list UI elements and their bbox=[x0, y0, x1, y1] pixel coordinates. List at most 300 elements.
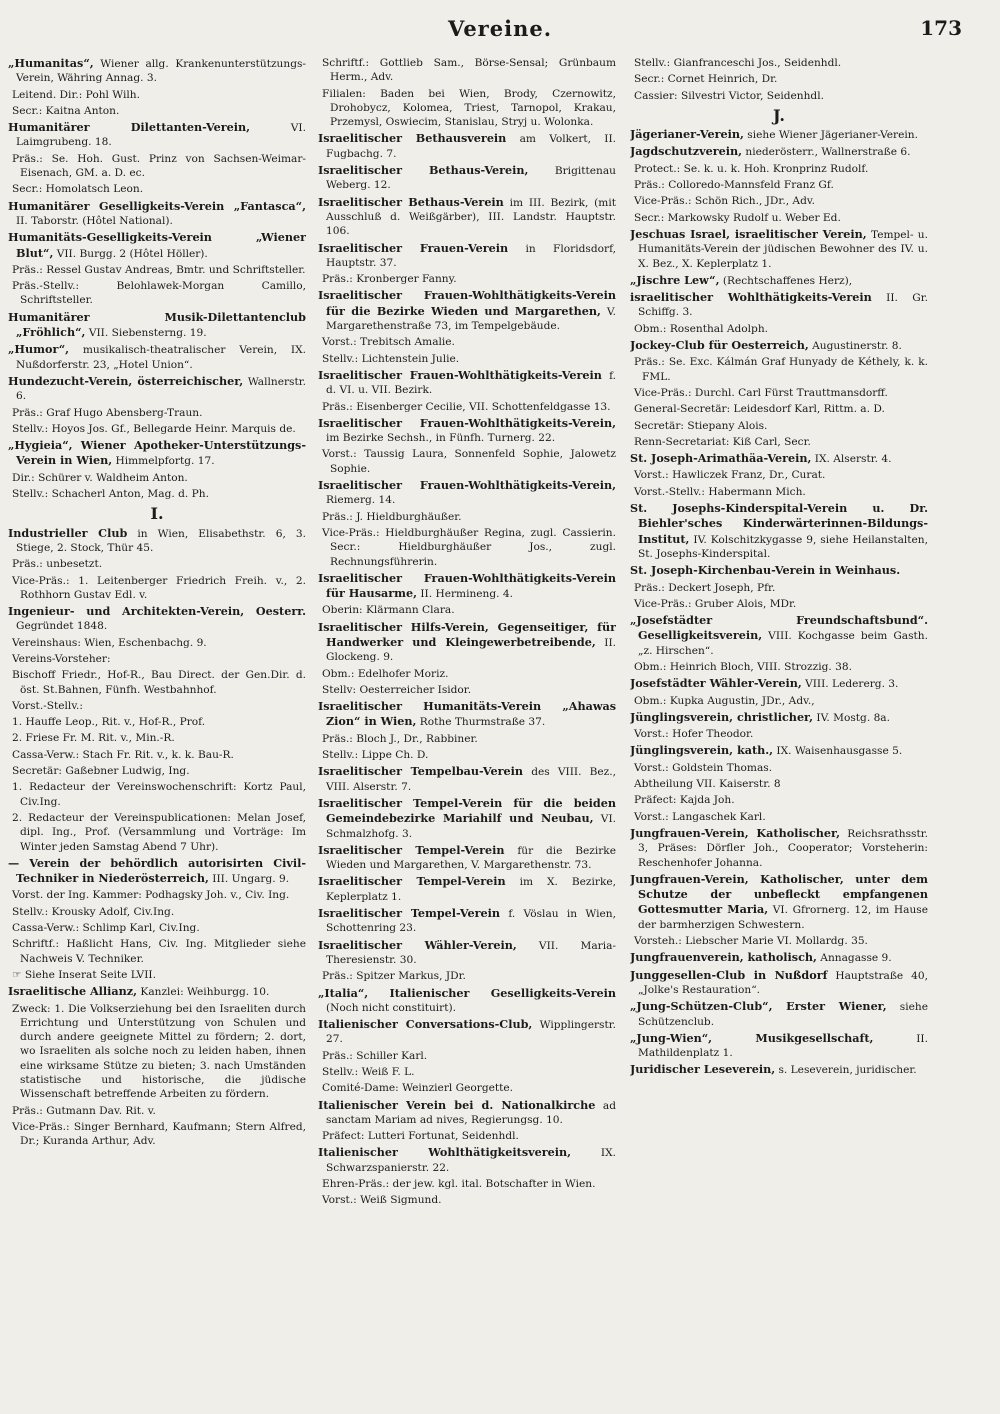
directory-entry bbox=[630, 144, 928, 159]
entry-text: Stellv.: Lichtenstein Julie. bbox=[322, 352, 460, 365]
entry-text: 2. Redacteur der Vereinspublicationen: Melan Josef, dipl. Ing., Prof. (Versammlung und Vorträge: Im Winter jeden Samstag Abend 7 Uhr). bbox=[12, 811, 306, 853]
directory-entry bbox=[630, 273, 928, 288]
entry-detail bbox=[318, 748, 616, 762]
entry-name: Jungfrauen-Verein, Katholischer, bbox=[630, 825, 841, 840]
entry-detail bbox=[8, 748, 306, 762]
entry-detail bbox=[8, 471, 306, 485]
section-letter: J. bbox=[773, 105, 785, 125]
entry-name: Industrieller Club bbox=[8, 525, 128, 540]
entry-detail bbox=[8, 574, 306, 603]
entry-detail bbox=[318, 603, 616, 617]
entry-name: Humanitärer Geselligkeits-Verein „Fantasca“, bbox=[8, 198, 306, 213]
directory-entry bbox=[8, 120, 306, 150]
entry-detail bbox=[318, 272, 616, 286]
entry-detail bbox=[630, 56, 928, 70]
entry-text: Secr.: Cornet Heinrich, Dr. bbox=[634, 73, 778, 86]
entry-text: Vorst.: Trebitsch Amalie. bbox=[322, 336, 455, 349]
entry-detail bbox=[318, 667, 616, 681]
entry-text: Vorst.: Hofer Theodor. bbox=[634, 728, 754, 741]
entry-detail bbox=[630, 322, 928, 336]
entry-name: Juridischer Leseverein, bbox=[630, 1062, 776, 1077]
entry-detail bbox=[8, 921, 306, 935]
directory-entry bbox=[318, 1098, 616, 1128]
entry-text: Secr.: Kaitna Anton. bbox=[12, 104, 120, 117]
entry-text: II. Mathildenplatz 1. bbox=[638, 1032, 928, 1060]
directory-entry bbox=[8, 604, 306, 634]
directory-entry bbox=[8, 374, 306, 404]
entry-text: VII. Maria-Theresienstr. 30. bbox=[326, 939, 616, 966]
entry-text: Stellv.: Schacherl Anton, Mag. d. Ph. bbox=[12, 488, 209, 501]
entry-text: am Volkert, II. Fugbachg. 7. bbox=[326, 133, 616, 160]
entry-text: Vorst.-Stellv.: Habermann Mich. bbox=[634, 485, 806, 498]
directory-entry bbox=[630, 826, 928, 870]
entry-name: Jeschuas Israel, israelitischer Verein, bbox=[630, 226, 867, 241]
directory-entry bbox=[630, 1062, 928, 1077]
entry-detail bbox=[318, 1065, 616, 1079]
entry-detail bbox=[8, 1002, 306, 1102]
entry-detail bbox=[318, 400, 616, 414]
entry-detail bbox=[630, 597, 928, 611]
entry-name: Israelitischer Wähler-Verein, bbox=[318, 937, 517, 952]
entry-text: II. Gr. Schiffg. 3. bbox=[638, 292, 928, 319]
entry-detail bbox=[318, 732, 616, 746]
entry-text: VII. Siebensterng. 19. bbox=[85, 327, 207, 340]
directory-entry bbox=[318, 416, 616, 446]
entry-detail bbox=[630, 793, 928, 807]
entry-text: Schriftf.: Haßlicht Hans, Civ. Ing. Mitglieder siehe Nachweis V. Techniker. bbox=[12, 938, 306, 965]
directory-entry bbox=[630, 227, 928, 271]
directory-entry bbox=[318, 843, 616, 873]
entry-text: Präs.: Colloredo-Mannsfeld Franz Gf. bbox=[634, 179, 834, 192]
entry-detail bbox=[630, 485, 928, 499]
entry-text: IX. Alserstr. 4. bbox=[811, 453, 892, 466]
entry-name: „Hygieia“, Wiener Apotheker-Unterstützungs-Verein in Wien, bbox=[8, 438, 306, 468]
entry-name: Israelitischer Frauen-Wohlthätigkeits-Verein für die Bezirke Wieden und Margarethen, bbox=[318, 288, 616, 318]
entry-name: Jünglingsverein, christlicher, bbox=[630, 709, 814, 724]
entry-name: Israelitischer Bethausverein bbox=[318, 131, 507, 146]
entry-text: im III. Bezirk, (mit Ausschluß d. Weißgärber), III. Landstr. Hauptstr. 106. bbox=[326, 196, 616, 238]
entry-text: Wiener allg. Krankenunterstützungs-Verein, Währing Annag. 3. bbox=[16, 58, 306, 85]
entry-detail bbox=[8, 905, 306, 919]
entry-name: Israelitischer Tempel-Verein für die beiden Gemeindebezirke Mariahilf und Neubau, bbox=[318, 795, 616, 826]
entry-text: Präs.: Kronberger Fanny. bbox=[322, 273, 457, 286]
entry-text: Präs.: Bloch J., Dr., Rabbiner. bbox=[322, 732, 478, 745]
entry-text: Obm.: Rosenthal Adolph. bbox=[634, 322, 769, 335]
entry-text: Vice-Präs.: Schön Rich., JDr., Adv. bbox=[634, 195, 815, 208]
directory-entry bbox=[630, 501, 928, 561]
entry-detail bbox=[630, 386, 928, 400]
entry-text: V. Margarethenstraße 73, im Tempelgebäude. bbox=[326, 305, 616, 333]
entry-text: Vorsteh.: Liebscher Marie VI. Mollardg. 35. bbox=[634, 935, 868, 948]
entry-text: II. Hermineng. 4. bbox=[416, 588, 514, 601]
entry-text: Secr.: Homolatsch Leon. bbox=[12, 183, 144, 196]
entry-text: 1. Hauffe Leop., Rit. v., Hof-R., Prof. bbox=[12, 716, 206, 729]
directory-entry bbox=[318, 288, 616, 333]
entry-text: Vice-Präs.: Durchl. Carl Fürst Trauttmansdorff. bbox=[634, 386, 888, 399]
entry-text: s. Leseverein, juridischer. bbox=[775, 1064, 917, 1077]
entry-detail bbox=[8, 636, 306, 650]
directory-entry bbox=[630, 1031, 928, 1061]
entry-text: Präs.: Se. Exc. Kálmán Graf Hunyady de Kéthely, k. k. FML. bbox=[634, 356, 928, 383]
entry-text: ☞ Siehe Inserat Seite LVII. bbox=[12, 968, 156, 981]
entry-name: Italienischer Conversations-Club, bbox=[318, 1017, 533, 1032]
entry-detail bbox=[630, 72, 928, 86]
entry-text: Stellv.: Weiß F. L. bbox=[322, 1066, 415, 1078]
entry-detail bbox=[8, 1104, 306, 1118]
entry-name: „Jung-Wien“, Musikgesellschaft, bbox=[630, 1030, 874, 1045]
entry-text: Vorst.: Taussig Laura, Sonnenfeld Sophie, Jalowetz Sophie. bbox=[322, 448, 616, 475]
entry-text: Ehren-Präs.: der jew. kgl. ital. Botschafter in Wien. bbox=[322, 1178, 596, 1191]
entry-text: Reichsrathsstr. 3, Präses: Dörfler Joh., Cooperator; Vorsteherin: Reschenhofer Johanna. bbox=[638, 827, 928, 869]
entry-detail bbox=[318, 526, 616, 569]
entry-text: Protect.: Se. k. u. k. Hoh. Kronprinz Rudolf. bbox=[634, 162, 869, 175]
entry-detail bbox=[630, 402, 928, 416]
entry-text: VIII. Ledererg. 3. bbox=[801, 678, 899, 691]
entry-detail bbox=[318, 352, 616, 366]
entry-detail bbox=[630, 694, 928, 708]
directory-entry bbox=[8, 984, 306, 999]
entry-text: Hauptstraße 40, „Jolke's Restauration“. bbox=[638, 969, 928, 996]
directory-entry bbox=[630, 563, 928, 578]
entry-name: — Verein der behördlich autorisirten Civil-Techniker in Niederösterreich, bbox=[8, 855, 306, 886]
entry-name: Josefstädter Wähler-Verein, bbox=[630, 676, 802, 691]
entry-name: Jungfrauen-Verein, Katholischer, unter dem Schutze der unbefleckt empfangenen Gottesmutter Maria, bbox=[630, 871, 928, 917]
entry-name: Israelitischer Bethaus-Verein bbox=[318, 194, 504, 209]
directory-entry bbox=[318, 699, 616, 730]
entry-name: Humanitärer Dilettanten-Verein, bbox=[8, 120, 251, 135]
directory-entry bbox=[8, 230, 306, 261]
entry-text: Secretär: Gaßebner Ludwig, Ing. bbox=[12, 765, 190, 778]
entry-detail bbox=[630, 777, 928, 791]
directory-entry bbox=[630, 710, 928, 725]
entry-detail bbox=[8, 764, 306, 778]
entry-name: Jockey-Club für Oesterreich, bbox=[630, 338, 809, 353]
entry-name: „Italia“, Italienischer Geselligkeits-Verein bbox=[318, 985, 616, 1000]
entry-text: (Rechtschaffenes Herz), bbox=[719, 274, 853, 287]
entry-text: Leitend. Dir.: Pohl Wilh. bbox=[12, 88, 140, 101]
directory-entry bbox=[630, 127, 928, 142]
entry-text: musikalisch-theatralischer Verein, IX. Nußdorferstr. 23, „Hotel Union“. bbox=[16, 344, 306, 371]
entry-text: Präfect: Lutteri Fortunat, Seidenhdl. bbox=[322, 1130, 519, 1143]
entry-name: Israelitischer Frauen-Wohlthätigkeits-Verein, bbox=[318, 478, 616, 493]
directory-entry bbox=[630, 968, 928, 998]
entry-text: Stellv.: Hoyos Jos. Gf., Bellegarde Heinr. Marquis de. bbox=[12, 422, 296, 435]
entry-text: Himmelpfortg. 17. bbox=[112, 455, 215, 468]
entry-name: St. Joseph-Arimathäa-Verein, bbox=[630, 451, 812, 466]
directory-entry bbox=[630, 613, 928, 658]
entry-name: Italienischer Wohlthätigkeitsverein, bbox=[318, 1145, 572, 1160]
entry-detail bbox=[8, 715, 306, 729]
entry-text: Comité-Dame: Weinzierl Georgette. bbox=[322, 1082, 514, 1095]
entry-text: Bischoff Friedr., Hof-R., Bau Direct. der Gen.Dir. d. öst. St.Bahnen, Fünfh. Westbahnhof. bbox=[12, 669, 306, 696]
entry-text: Präs.-Stellv.: Belohlawek-Morgan Camillo, Schriftsteller. bbox=[12, 280, 306, 307]
directory-entry bbox=[630, 676, 928, 691]
entry-text: Brigittenau Weberg. 12. bbox=[326, 165, 616, 192]
entry-text: Dir.: Schürer v. Waldheim Anton. bbox=[12, 471, 188, 484]
entry-detail bbox=[630, 89, 928, 103]
entry-detail bbox=[8, 811, 306, 854]
entry-text: Cassier: Silvestri Victor, Seidenhdl. bbox=[634, 89, 824, 102]
entry-name: „Humanitas“, bbox=[8, 56, 94, 70]
directory-entry bbox=[630, 872, 928, 932]
entry-name: Junggesellen-Club in Nußdorf bbox=[630, 967, 828, 982]
directory-entry bbox=[8, 342, 306, 372]
entry-name: Jägerianer-Verein, bbox=[630, 127, 744, 142]
entry-detail bbox=[318, 56, 616, 85]
entry-name: Israelitischer Tempel-Verein bbox=[318, 842, 505, 857]
entry-text: IX. Schwarzspanierstr. 22. bbox=[326, 1147, 616, 1174]
entry-text: Präs.: Ressel Gustav Andreas, Bmtr. und Schriftsteller. bbox=[12, 263, 306, 276]
entry-detail bbox=[8, 780, 306, 809]
entry-text: Vereinshaus: Wien, Eschenbachg. 9. bbox=[12, 636, 207, 649]
entry-text: Stellv.: Krousky Adolf, Civ.Ing. bbox=[12, 905, 175, 918]
entry-text: II. Taborstr. (Hôtel National). bbox=[16, 214, 173, 227]
entry-text: Vorst. der Ing. Kammer: Podhagsky Joh. v., Civ. Ing. bbox=[12, 889, 290, 902]
entry-name: Israelitischer Tempelbau-Verein bbox=[318, 764, 524, 779]
entry-text: Riemerg. 14. bbox=[326, 494, 396, 507]
entry-text: Obm.: Kupka Augustin, JDr., Adv., bbox=[634, 694, 815, 707]
entry-text: Vereins-Vorsteher: bbox=[12, 652, 111, 665]
entry-detail bbox=[8, 104, 306, 118]
directory-entry bbox=[8, 199, 306, 229]
entry-text: Rothe Thurmstraße 37. bbox=[416, 716, 546, 729]
directory-entry bbox=[630, 290, 928, 320]
directory-entry bbox=[318, 906, 616, 936]
directory-entry bbox=[8, 856, 306, 887]
entry-text: Präs.: Se. Hoh. Gust. Prinz von Sachsen-Weimar-Eisenach, GM. a. D. ec. bbox=[12, 152, 306, 180]
entry-text: Wallnerstr. 6. bbox=[16, 375, 306, 403]
directory-entry bbox=[8, 310, 306, 341]
entry-name: israelitischer Wohlthätigkeits-Verein bbox=[630, 290, 872, 305]
entry-text: Präs.: Schiller Karl. bbox=[322, 1049, 428, 1062]
entry-name: Jungfrauenverein, katholisch, bbox=[630, 950, 817, 965]
entry-text: Cassa-Verw.: Stach Fr. Rit. v., k. k. Bau-R. bbox=[12, 748, 234, 761]
entry-text: Oberin: Klärmann Clara. bbox=[322, 604, 455, 617]
directory-entry bbox=[630, 999, 928, 1029]
entry-detail bbox=[630, 727, 928, 741]
entry-text: Präs.: unbesetzt. bbox=[12, 558, 103, 571]
entry-detail bbox=[630, 355, 928, 384]
entry-text: (Noch nicht constituirt). bbox=[326, 1001, 457, 1014]
entry-name: Israelitische Allianz, bbox=[8, 984, 138, 999]
entry-text: Abtheilung VII. Kaiserstr. 8 bbox=[634, 778, 781, 791]
entry-text: VI. Schmalzhofg. 3. bbox=[326, 813, 616, 840]
directory-entry bbox=[318, 163, 616, 193]
directory-entry bbox=[318, 1145, 616, 1175]
entry-text: Präs.: Deckert Joseph, Pfr. bbox=[634, 581, 776, 594]
entry-text: Vorst.-Stellv.: bbox=[12, 699, 83, 712]
entry-detail bbox=[8, 668, 306, 697]
entry-text: Vice-Präs.: Gruber Alois, MDr. bbox=[634, 597, 797, 610]
entry-name: St. Josephs-Kinderspital-Verein u. Dr. Biehler'sches Kinderwärterinnen-Bildungs-Institut, bbox=[630, 501, 928, 546]
entry-text: Cassa-Verw.: Schlimp Karl, Civ.Ing. bbox=[12, 922, 200, 935]
entry-text: IV. Kolschitzkygasse 9, siehe Heilanstalten, St. Josephs-Kinderspital. bbox=[638, 533, 928, 560]
entry-text: Präs.: J. Hieldburghäußer. bbox=[322, 510, 462, 523]
directory-entry bbox=[630, 338, 928, 353]
entry-name: Israelitischer Frauen-Verein bbox=[318, 240, 509, 255]
entry-text: Gegründet 1848. bbox=[16, 620, 108, 633]
entry-text: II. Glockeng. 9. bbox=[326, 636, 616, 664]
directory-entry bbox=[318, 874, 616, 904]
entry-detail bbox=[630, 581, 928, 595]
directory-entry bbox=[8, 438, 306, 469]
entry-detail bbox=[8, 968, 306, 982]
entry-text: f. d. VI. u. VII. Bezirk. bbox=[326, 369, 616, 397]
entry-detail bbox=[630, 810, 928, 824]
entry-detail bbox=[318, 1129, 616, 1143]
entry-detail bbox=[318, 683, 616, 697]
entry-text: siehe Wiener Jägerianer-Verein. bbox=[743, 129, 918, 142]
entry-detail bbox=[630, 435, 928, 449]
entry-text: in Floridsdorf, Hauptstr. 37. bbox=[326, 242, 616, 269]
entry-name: „Josefstädter Freundschaftsbund“. Geselligkeitsverein, bbox=[630, 613, 928, 643]
page-title: Vereine. bbox=[447, 16, 553, 41]
entry-text: in Wien, Elisabethstr. 6, 3. Stiege, 2. Stock, Thür 45. bbox=[16, 527, 306, 554]
entry-text: des VIII. Bez., VIII. Alserstr. 7. bbox=[326, 766, 616, 793]
entry-text: III. Ungarg. 9. bbox=[208, 873, 290, 886]
page-number: 173 bbox=[920, 16, 962, 40]
entry-detail bbox=[8, 937, 306, 966]
entry-text: f. Vöslau in Wien, Schottenring 23. bbox=[326, 908, 616, 935]
entry-name: Hundezucht-Verein, österreichischer, bbox=[8, 373, 244, 388]
entry-detail bbox=[8, 557, 306, 571]
entry-text: VIII. Kochgasse beim Gasth. „z. Hirschen“. bbox=[638, 630, 928, 657]
entry-text: Kanzlei: Weihburgg. 10. bbox=[137, 986, 270, 999]
entry-name: Israelitischer Hilfs-Verein, Gegenseitiger, für Handwerker und Kleingewerbetreibende, bbox=[318, 619, 616, 649]
entry-text: Präfect: Kajda Joh. bbox=[634, 794, 735, 807]
entry-text: Vice-Präs.: 1. Leitenberger Friedrich Freih. v., 2. Rothhorn Gustav Edl. v. bbox=[12, 574, 306, 601]
entry-text: VI. Gfrornerg. 12, im Hause der barmherzigen Schwestern. bbox=[638, 904, 928, 931]
entry-name: „Humor“, bbox=[8, 342, 70, 357]
entry-text: Stellv: Oesterreicher Isidor. bbox=[322, 683, 472, 696]
entry-detail bbox=[8, 652, 306, 666]
entry-detail bbox=[8, 1120, 306, 1149]
directory-entry bbox=[318, 368, 616, 398]
entry-text: Vorst.: Weiß Sigmund. bbox=[322, 1194, 442, 1207]
entry-name: Israelitischer Bethaus-Verein, bbox=[318, 163, 529, 178]
directory-entry bbox=[318, 796, 616, 841]
entry-text: Secr.: Markowsky Rudolf u. Weber Ed. bbox=[634, 211, 841, 224]
directory-entry bbox=[318, 131, 616, 161]
directory-entry bbox=[318, 195, 616, 239]
entry-name: Israelitischer Frauen-Wohlthätigkeits-Verein für Hausarme, bbox=[318, 570, 616, 601]
directory-entry bbox=[318, 571, 616, 602]
entry-text: Filialen: Baden bei Wien, Brody, Czernowitz, Drohobycz, Kolomea, Triest, Tarnopol, Krakau, Przemysl, Oswiecim, Stanislau, Stryj u. Wolonka. bbox=[322, 87, 616, 129]
entry-detail bbox=[630, 419, 928, 433]
entry-name: Israelitischer Frauen-Wohlthätigkeits-Verein bbox=[318, 367, 602, 382]
directory-entry bbox=[318, 986, 616, 1016]
entry-text: Schriftf.: Gottlieb Sam., Börse-Sensal; Grünbaum Herm., Adv. bbox=[322, 57, 616, 84]
directory-entry bbox=[630, 451, 928, 466]
entry-detail bbox=[630, 211, 928, 225]
entry-detail bbox=[630, 468, 928, 482]
entry-text: Annagasse 9. bbox=[816, 952, 892, 965]
section-letter: I. bbox=[150, 504, 164, 524]
entry-text: Obm.: Edelhofer Moriz. bbox=[322, 667, 449, 680]
entry-text: Wipplingerstr. 27. bbox=[326, 1019, 616, 1046]
entry-text: Vorst.: Hawliczek Franz, Dr., Curat. bbox=[634, 469, 826, 482]
entry-text: Präs.: Eisenberger Cecilie, VII. Schottenfeldgasse 13. bbox=[322, 400, 611, 413]
entry-text: VI. Laimgrubeng. 18. bbox=[16, 122, 306, 149]
directory-entry bbox=[318, 478, 616, 508]
entry-text: 2. Friese Fr. M. Rit. v., Min.-R. bbox=[12, 732, 175, 745]
entry-text: ad sanctam Mariam ad nives, Regierungsg. 10. bbox=[326, 1099, 616, 1126]
entry-detail bbox=[318, 87, 616, 130]
entry-text: Vice-Präs.: Hieldburghäußer Regina, zugl. Cassierin. Secr.: Hieldburghäußer Jos., zugl. Rechnungsführerin. bbox=[322, 526, 616, 568]
entry-text: niederösterr., Wallnerstraße 6. bbox=[742, 146, 911, 159]
entry-detail bbox=[8, 263, 306, 277]
entry-text: Renn-Secretariat: Kiß Carl, Secr. bbox=[634, 435, 811, 448]
entry-text: Vice-Präs.: Singer Bernhard, Kaufmann; Stern Alfred, Dr.; Kuranda Arthur, Adv. bbox=[12, 1120, 306, 1148]
entry-detail bbox=[8, 422, 306, 436]
entry-text: Präs.: Gutmann Dav. Rit. v. bbox=[12, 1104, 156, 1117]
entry-name: Humanitärer Musik-Dilettantenclub „Fröhlich“, bbox=[8, 309, 306, 340]
page-header bbox=[0, 14, 1000, 48]
entry-detail bbox=[8, 731, 306, 745]
entry-detail bbox=[630, 162, 928, 176]
entry-detail bbox=[318, 1193, 616, 1207]
entry-text: Obm.: Heinrich Bloch, VIII. Strozzig. 38. bbox=[634, 660, 852, 673]
entry-detail bbox=[318, 969, 616, 983]
entry-name: Italienischer Verein bei d. Nationalkirche bbox=[318, 1097, 596, 1112]
entry-name: Humanitäts-Geselligkeits-Verein „Wiener Blut“, bbox=[8, 230, 306, 260]
entry-name: „Jung-Schützen-Club“, Erster Wiener, bbox=[630, 999, 887, 1014]
entry-name: „Jischre Lew“, bbox=[630, 272, 720, 287]
entry-detail bbox=[8, 699, 306, 713]
directory-entry bbox=[630, 950, 928, 965]
entry-detail bbox=[8, 88, 306, 102]
entry-text: Secretär: Stiepany Alois. bbox=[634, 419, 768, 432]
entry-detail bbox=[318, 1049, 616, 1063]
entry-detail bbox=[318, 447, 616, 476]
entry-name: Jagdschutzverein, bbox=[630, 144, 742, 159]
entry-detail bbox=[318, 335, 616, 349]
entry-detail bbox=[630, 761, 928, 775]
entry-name: Israelitischer Tempel-Verein bbox=[318, 906, 500, 921]
directory-entry bbox=[318, 938, 616, 968]
entry-detail bbox=[630, 178, 928, 192]
entry-detail bbox=[630, 934, 928, 948]
entry-text: für die Bezirke Wieden und Margarethen, V. Margarethenstr. 73. bbox=[326, 844, 616, 872]
entry-detail bbox=[8, 152, 306, 181]
entry-text: VII. Burgg. 2 (Hôtel Höller). bbox=[53, 247, 208, 260]
column-right bbox=[630, 56, 928, 1396]
entry-detail bbox=[630, 194, 928, 208]
entry-detail bbox=[318, 1081, 616, 1095]
entry-text: im Bezirke Sechsh., in Fünfh. Turnerg. 22. bbox=[326, 432, 556, 445]
entry-name: Ingenieur- und Architekten-Verein, Oesterr. bbox=[8, 604, 306, 619]
entry-name: Israelitischer Frauen-Wohlthätigkeits-Verein, bbox=[318, 415, 616, 430]
entry-text: Augustinerstr. 8. bbox=[808, 340, 902, 353]
entry-text: Stellv.: Gianfranceschi Jos., Seidenhdl. bbox=[634, 57, 842, 69]
directory-entry bbox=[8, 56, 306, 86]
entry-name: Israelitischer Humanitäts-Verein „Ahawas Zion“ in Wien, bbox=[318, 699, 616, 729]
entry-name: Jünglingsverein, kath., bbox=[630, 743, 774, 758]
entry-text: Vorst.: Langaschek Karl. bbox=[634, 810, 766, 823]
entry-text: Präs.: Spitzer Markus, JDr. bbox=[322, 970, 466, 983]
entry-text: IV. Mostg. 8a. bbox=[813, 711, 890, 724]
directory-entry bbox=[630, 743, 928, 758]
entry-text: Tempel- u. Humanitäts-Verein der jüdischen Bewohner des IV. u. X. Bez., X. Keplerplatz 1. bbox=[638, 228, 928, 270]
entry-detail bbox=[630, 660, 928, 674]
entry-text: 1. Redacteur der Vereinswochenschrift: Kortz Paul, Civ.Ing. bbox=[12, 781, 306, 808]
entry-detail bbox=[318, 1177, 616, 1191]
entry-text: siehe Schützenclub. bbox=[638, 1001, 928, 1028]
entry-text: Zweck: 1. Die Volkserziehung bei den Israeliten durch Errichtung und Unterstützung von Schulen und durch andere geeignete Mittel zu fördern; 2. dort, wo Israeliten als solche noch zu leiden haben, ihnen eine wirksame Stütze zu bieten; 3. nach Umständen statistische und historische, die jüdische Wissenschaft betreffende Arbeiten zu fördern. bbox=[12, 1002, 306, 1101]
entry-name: St. Joseph-Kirchenbau-Verein in Weinhaus. bbox=[630, 563, 901, 578]
entry-detail bbox=[8, 888, 306, 902]
entry-text: General-Secretär: Leidesdorf Karl, Rittm. a. D. bbox=[634, 403, 885, 416]
